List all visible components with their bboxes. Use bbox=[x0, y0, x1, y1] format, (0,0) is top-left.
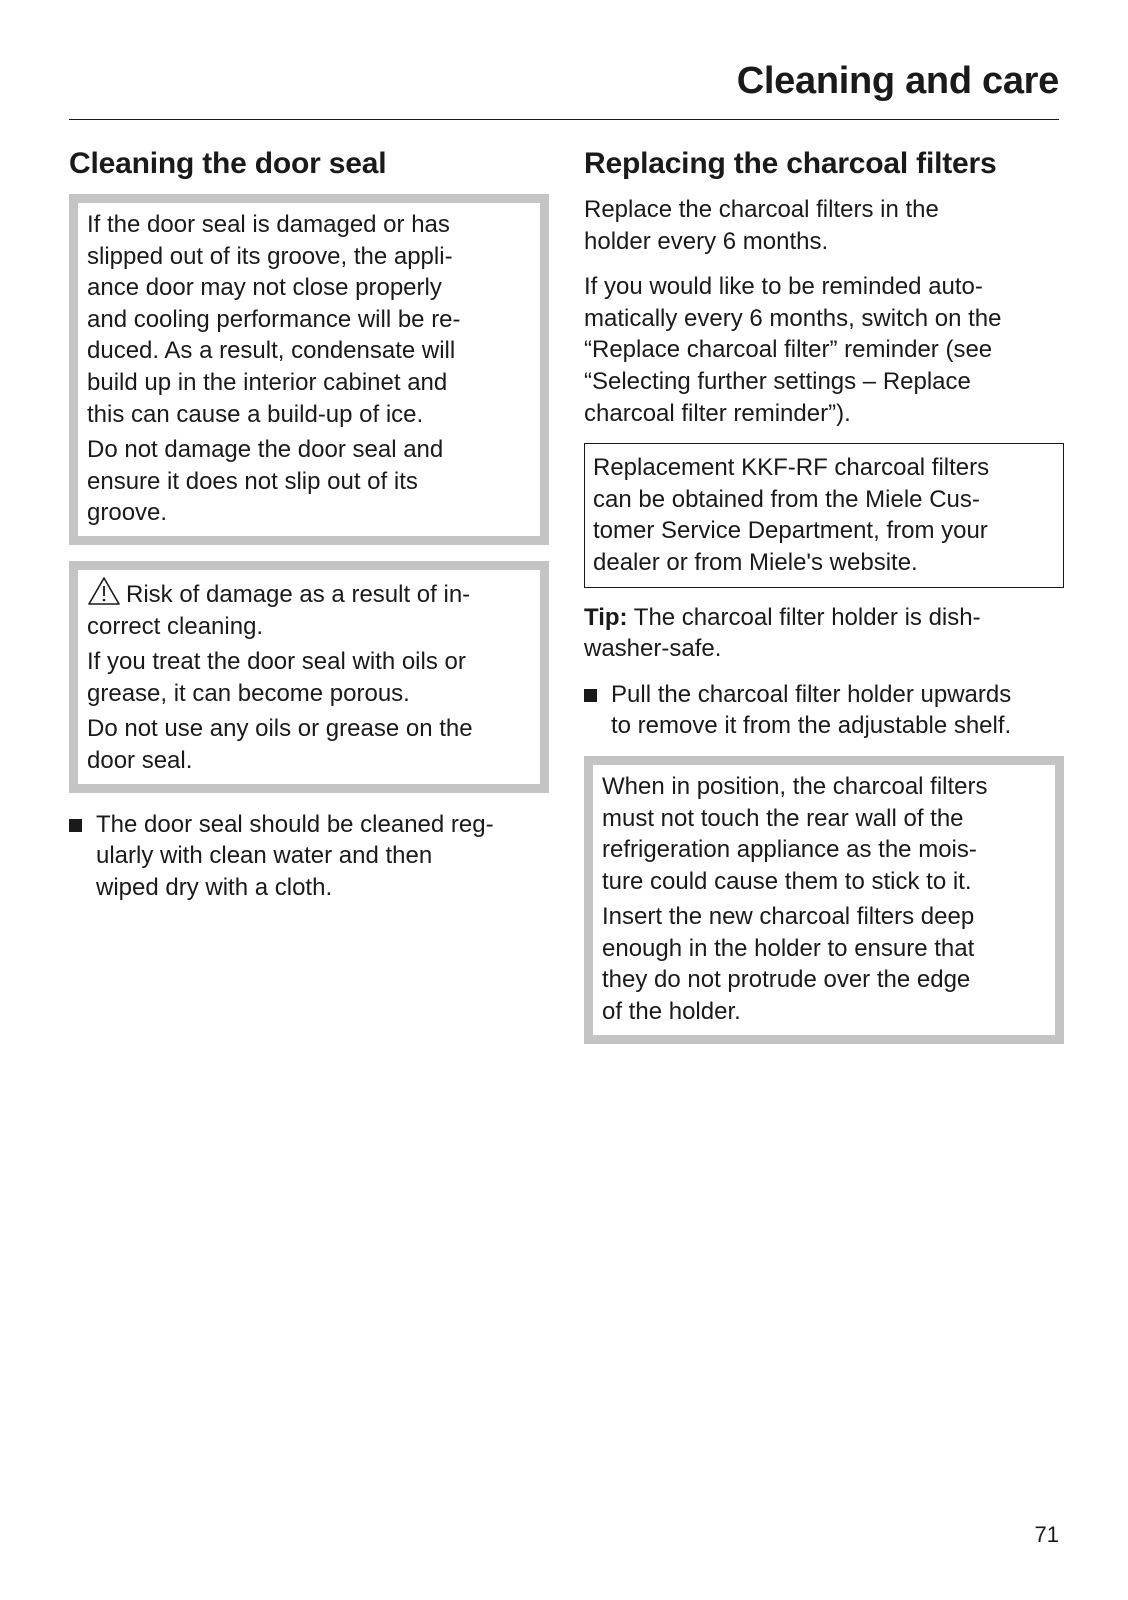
text-line: If you treat the door seal with oils or bbox=[87, 648, 466, 676]
replacement-info-box bbox=[584, 443, 1064, 587]
text-line: duced. As a result, condensate will bbox=[87, 337, 456, 365]
text-line: and cooling performance will be re- bbox=[87, 305, 461, 333]
warning-title: Risk of damage as a result of in- bbox=[126, 580, 471, 608]
header-divider bbox=[69, 119, 1059, 120]
text-line: “Replace charcoal filter” reminder (see bbox=[584, 336, 993, 364]
text-line: ture could cause them to stick to it. bbox=[602, 867, 972, 895]
text-line: Do not use any oils or grease on the bbox=[87, 715, 473, 743]
text-line: wiped dry with a cloth. bbox=[96, 873, 333, 901]
bullet-square-icon bbox=[69, 819, 82, 832]
notice-paragraph bbox=[87, 209, 531, 430]
text-line: can be obtained from the Miele Cus- bbox=[593, 485, 980, 513]
notice-paragraph bbox=[87, 434, 531, 529]
section-heading-charcoal-filters: Replacing the charcoal filters bbox=[584, 147, 997, 180]
right-column bbox=[584, 146, 1064, 1060]
text-line: enough in the holder to ensure that bbox=[602, 934, 975, 962]
tip-label: Tip: bbox=[584, 603, 628, 631]
text-line: tomer Service Department, from your bbox=[593, 517, 988, 545]
text-line: Insert the new charcoal filters deep bbox=[602, 903, 975, 931]
text-line: dealer or from Miele's website. bbox=[593, 548, 918, 576]
body-paragraph bbox=[584, 194, 1064, 257]
bullet-square-icon bbox=[584, 689, 597, 702]
text-line: Do not damage the door seal and bbox=[87, 436, 444, 464]
text-line: matically every 6 months, switch on the bbox=[584, 304, 1002, 332]
text-line: this can cause a build-up of ice. bbox=[87, 400, 424, 428]
warning-paragraph bbox=[87, 646, 531, 709]
page-header-title: Cleaning and care bbox=[736, 60, 1059, 102]
left-column bbox=[69, 146, 549, 917]
text-line: grease, it can become porous. bbox=[87, 679, 410, 707]
text-line: correct cleaning. bbox=[87, 612, 264, 640]
text-line: If the door seal is damaged or has bbox=[87, 211, 450, 238]
text-line: door seal. bbox=[87, 746, 193, 774]
damage-warning-box bbox=[69, 561, 549, 793]
section-heading-door-seal: Cleaning the door seal bbox=[69, 147, 387, 180]
text-line: holder every 6 months. bbox=[584, 227, 829, 255]
notice-paragraph bbox=[602, 771, 1046, 897]
tip-text: The charcoal filter holder is dish- bbox=[627, 603, 981, 631]
text-line: of the holder. bbox=[602, 998, 741, 1026]
text-line: they do not protrude over the edge bbox=[602, 966, 971, 994]
text-line: charcoal filter reminder”). bbox=[584, 399, 851, 427]
text-line: ensure it does not slip out of its bbox=[87, 467, 418, 495]
text-line: must not touch the rear wall of the bbox=[602, 804, 964, 832]
notice-paragraph bbox=[602, 901, 1046, 1027]
text-line: Replacement KKF-RF charcoal filters bbox=[593, 454, 990, 482]
text-line bbox=[584, 602, 1064, 634]
text-line: slipped out of its groove, the appli- bbox=[87, 242, 453, 270]
text-line: Pull the charcoal filter holder upwards bbox=[611, 680, 1012, 708]
warning-triangle-icon bbox=[87, 576, 121, 606]
warning-paragraph bbox=[87, 713, 531, 776]
text-line: ularly with clean water and then bbox=[96, 842, 433, 870]
body-paragraph bbox=[584, 271, 1064, 429]
text-line: When in position, the charcoal filters bbox=[602, 772, 988, 800]
text-line: refrigeration appliance as the mois- bbox=[602, 836, 977, 864]
text-line: ance door may not close properly bbox=[87, 274, 442, 302]
text-line: washer-safe. bbox=[584, 635, 722, 663]
text-line: to remove it from the adjustable shelf. bbox=[611, 712, 1012, 740]
text-line: Replace the charcoal filters in the bbox=[584, 196, 939, 223]
tip-paragraph bbox=[584, 602, 1064, 665]
door-seal-notice-box bbox=[69, 194, 549, 545]
instruction-bullet bbox=[584, 679, 1064, 742]
text-line: “Selecting further settings – Replace bbox=[584, 367, 971, 395]
page-number: 71 bbox=[1034, 1522, 1059, 1547]
text-line bbox=[87, 576, 531, 611]
instruction-bullet bbox=[69, 809, 549, 904]
text-line: groove. bbox=[87, 499, 168, 527]
text-line: If you would like to be reminded auto- bbox=[584, 273, 983, 301]
text-line: The door seal should be cleaned reg- bbox=[96, 810, 494, 838]
charcoal-filter-notice-box bbox=[584, 756, 1064, 1044]
text-line: build up in the interior cabinet and bbox=[87, 368, 448, 396]
warning-paragraph bbox=[87, 576, 531, 642]
